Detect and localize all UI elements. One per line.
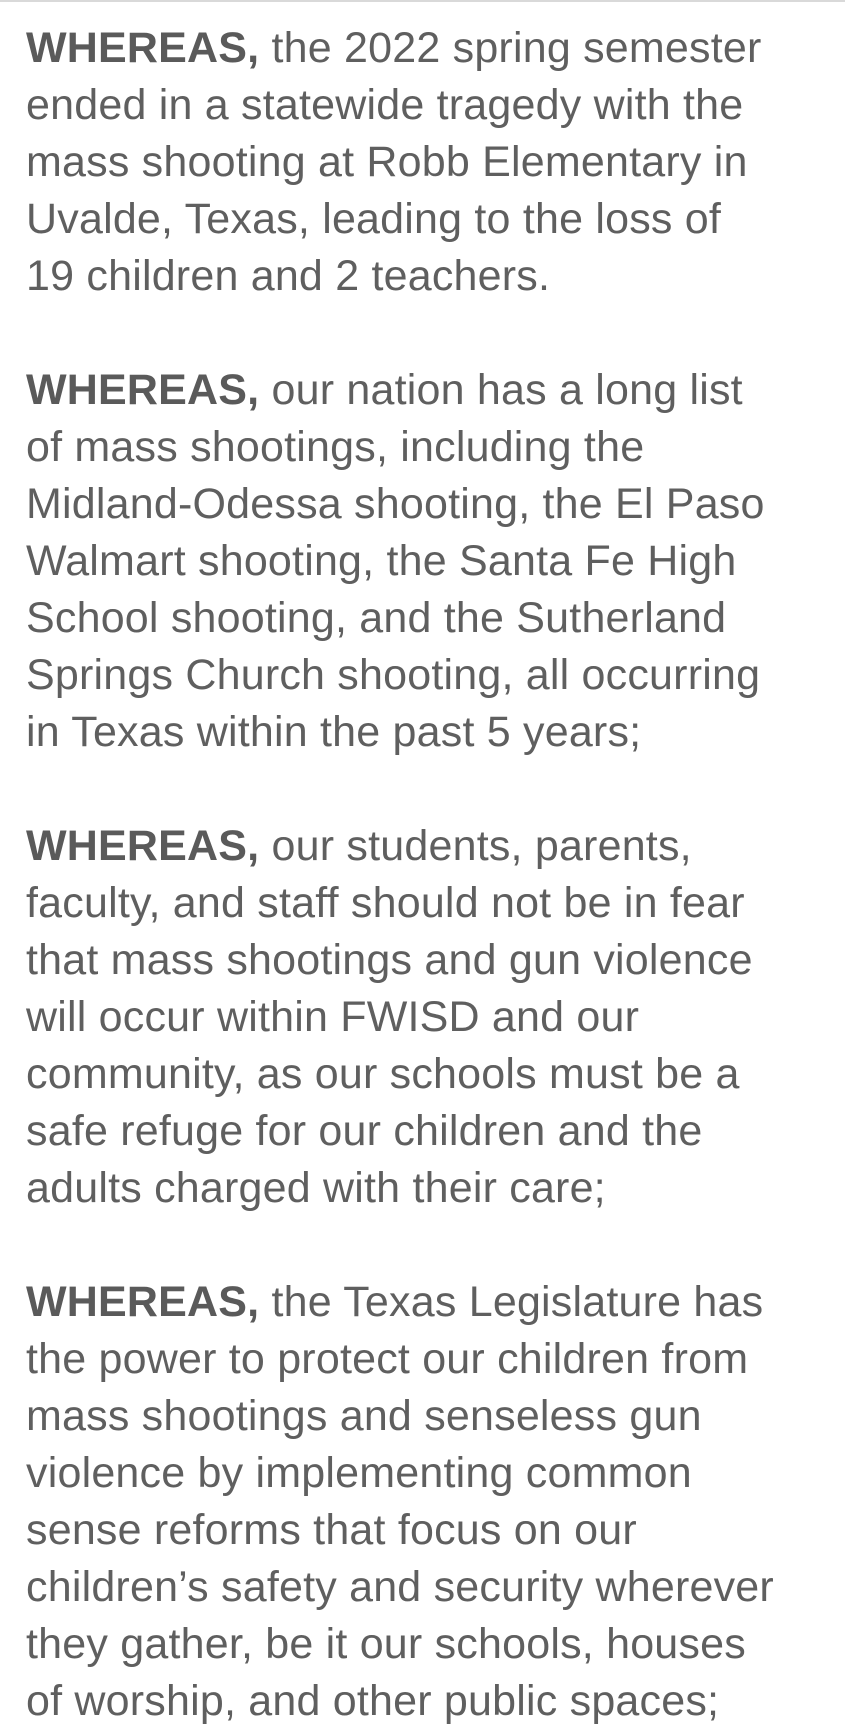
paragraph-line: children’s safety and security wherever [26,1563,774,1611]
paragraph-line [26,362,841,419]
whereas-paragraph-2 [26,362,841,761]
whereas-keyword: WHEREAS, [26,822,260,870]
paragraph-line: sense reforms that focus on our [26,1506,637,1554]
paragraph-line: safe refuge for our children and the [26,1107,703,1155]
paragraph-line [26,818,841,875]
whereas-paragraph-1 [26,20,841,305]
paragraph-line [26,20,841,77]
paragraph-line: Midland-Odessa shooting, the El Paso [26,480,765,528]
paragraph-line: mass shooting at Robb Elementary in [26,138,748,186]
paragraph-text: our students, parents, [259,822,692,870]
paragraph-line: adults charged with their care; [26,1164,606,1212]
paragraph-line: mass shootings and senseless gun [26,1392,702,1440]
paragraph-line: will occur within FWISD and our [26,993,640,1041]
paragraph-line: the power to protect our children from [26,1335,749,1383]
paragraph-line: community, as our schools must be a [26,1050,740,1098]
resolution-text [26,20,841,1730]
whereas-keyword: WHEREAS, [26,366,260,414]
paragraph-line: violence by implementing common [26,1449,692,1497]
paragraph-line: School shooting, and the Sutherland [26,594,727,642]
top-divider [0,0,845,2]
paragraph-line: faculty, and staff should not be in fear [26,879,745,927]
paragraph-line: Springs Church shooting, all occurring [26,651,761,699]
whereas-keyword: WHEREAS, [26,24,260,72]
paragraph-line: that mass shootings and gun violence [26,936,753,984]
paragraph-line: Uvalde, Texas, leading to the loss of [26,195,722,243]
paragraph-line: Walmart shooting, the Santa Fe High [26,537,737,585]
paragraph-line [26,1274,841,1331]
paragraph-line: of worship, and other public spaces; [26,1677,720,1725]
paragraph-text: our nation has a long list [259,366,743,414]
paragraph-line: in Texas within the past 5 years; [26,708,642,756]
paragraph-line: of mass shootings, including the [26,423,645,471]
whereas-paragraph-3 [26,818,841,1217]
paragraph-line: 19 children and 2 teachers. [26,252,551,300]
paragraph-line: they gather, be it our schools, houses [26,1620,746,1668]
whereas-paragraph-4 [26,1274,841,1730]
whereas-keyword: WHEREAS, [26,1278,260,1326]
paragraph-line: ended in a statewide tragedy with the [26,81,744,129]
paragraph-text: the Texas Legislature has [259,1278,764,1326]
paragraph-text: the 2022 spring semester [259,24,762,72]
